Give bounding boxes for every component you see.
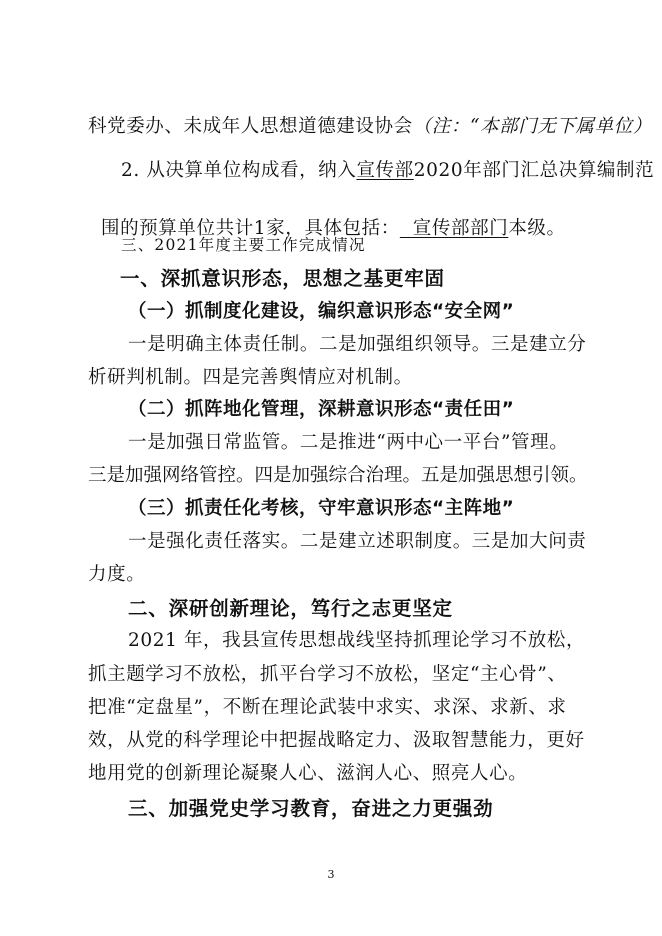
intro-note: （注：“本部门无下属单位） — [412, 116, 652, 137]
part-1-sub-2-title: （二）抓阵地化管理，深耕意识形态“责任田” — [128, 399, 515, 420]
intro-item-2-suffix: 2020年部门汇总决算编制范 — [413, 160, 655, 181]
intro-line-1 — [88, 112, 652, 138]
part-1-sub-3-line-2: 力度。 — [88, 564, 146, 585]
intro-item-2-dept: 宣传部 — [356, 160, 414, 181]
intro-item-2-line-2-b: 本级。 — [508, 218, 566, 239]
intro-item-2 — [121, 156, 654, 182]
part-1-sub-2-line-1: 一是加强日常监管。二是推进“两中心一平台”管理。 — [128, 432, 569, 453]
part-2-line-5: 地用党的创新理论凝聚人心、滋润人心、照亮人心。 — [88, 763, 528, 784]
intro-line-1-text: 科党委办、未成年人思想道德建设协会 — [88, 116, 413, 137]
part-2-line-1: 2021 年，我县宣传思想战线坚持抓理论学习不放松， — [128, 630, 586, 651]
part-2-line-2: 抓主题学习不放松，抓平台学习不放松，坚定“主心骨”、 — [88, 664, 567, 685]
page-number: 3 — [327, 868, 335, 881]
part-1-sub-2-line-2: 三是加强网络管控。四是加强综合治理。五是加强思想引领。 — [88, 465, 588, 486]
part-2-title: 二、深研创新理论，笃行之志更坚定 — [128, 597, 453, 620]
part-2-line-3: 把准“定盘星”，不断在理论武装中求实、求深、求新、求 — [88, 697, 567, 718]
section-3-title: 三、2021年度主要工作完成情况 — [121, 236, 366, 254]
part-1-sub-3-line-1: 一是强化责任落实。二是建立述职制度。三是加大问责 — [128, 531, 587, 552]
part-1-sub-1-line-2: 析研判机制。四是完善舆情应对机制。 — [88, 367, 413, 388]
part-3-title: 三、加强党史学习教育，奋进之力更强劲 — [128, 797, 494, 820]
part-2-line-4: 效，从党的科学理论中把握战略定力、汲取智慧能力，更好 — [88, 730, 585, 751]
part-1-sub-1-title: （一）抓制度化建设，编织意识形态“安全网” — [128, 301, 515, 322]
part-1-sub-3-title: （三）抓责任化考核，守牢意识形态“主阵地” — [128, 498, 515, 519]
intro-item-2-prefix: 2. 从决算单位构成看，纳入 — [121, 160, 357, 181]
part-1-sub-1-line-1: 一是明确主体责任制。二是加强组织领导。三是建立分 — [128, 334, 587, 355]
intro-item-2-line-2-dept: 宣传部部门 — [399, 218, 509, 239]
intro-item-2-line-2-a: 围的预算单位共计1家，具体包括： — [100, 218, 400, 239]
part-1-title: 一、深抓意识形态，思想之基更牢固 — [120, 267, 445, 290]
